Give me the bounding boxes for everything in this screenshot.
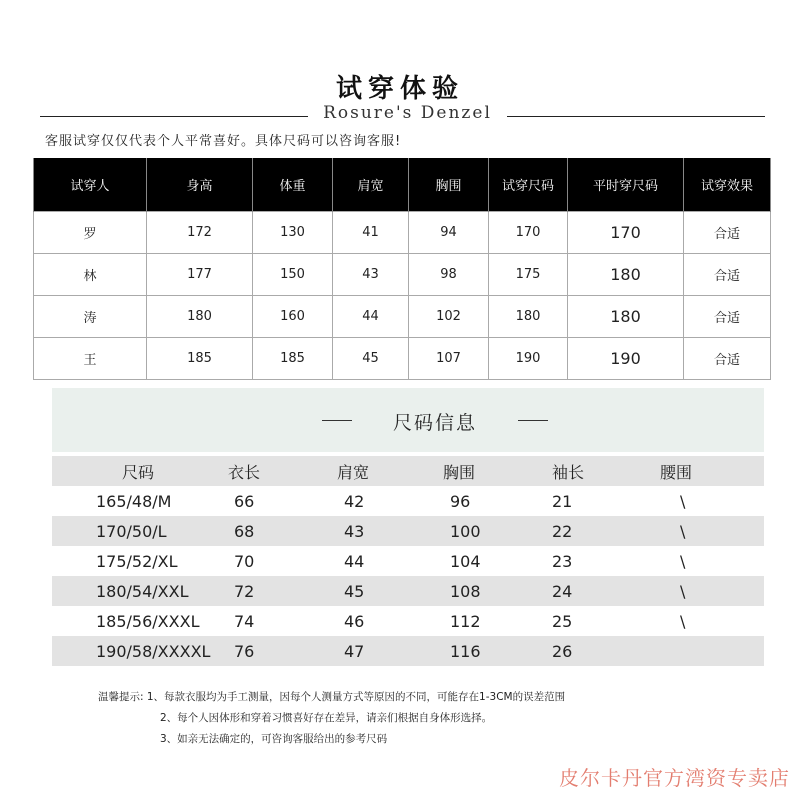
cell-chest: 104 (450, 552, 481, 571)
cell-waist: \ (680, 552, 686, 571)
trial-table (33, 158, 771, 380)
cell-usual-size: 180 (568, 254, 684, 296)
cell-shoulder: 44 (333, 296, 409, 338)
table-row (52, 546, 764, 576)
cell-sleeve: 25 (552, 612, 573, 631)
cell-length: 70 (234, 552, 255, 571)
cell-height: 172 (147, 212, 253, 254)
cell-usual-size: 180 (568, 296, 684, 338)
cell-tester: 王 (34, 338, 147, 380)
dash-left (322, 420, 352, 421)
tip-line-2: 2、每个人因体形和穿着习惯喜好存在差异，请亲们根据自身体形选择。 (160, 712, 493, 724)
cell-shoulder: 44 (344, 552, 365, 571)
cell-shoulder: 45 (333, 338, 409, 380)
cell-length: 68 (234, 522, 255, 541)
header-usual-size: 平时穿尺码 (568, 158, 684, 212)
cell-chest: 107 (409, 338, 489, 380)
header-shoulder: 肩宽 (337, 463, 370, 482)
cell-size: 165/48/M (96, 492, 172, 511)
cell-usual-size: 170 (568, 212, 684, 254)
cell-sleeve: 23 (552, 552, 573, 571)
cell-waist: \ (680, 582, 686, 601)
cell-size: 190/58/XXXXL (96, 642, 211, 661)
subtitle: Rosure's Denzel (323, 103, 492, 123)
cell-tester: 罗 (34, 212, 147, 254)
table-row (52, 606, 764, 636)
page-title: 试穿体验 (335, 74, 464, 104)
cell-shoulder: 42 (344, 492, 365, 511)
cell-size: 170/50/L (96, 522, 167, 541)
size-info-banner (52, 388, 764, 452)
cell-sleeve: 24 (552, 582, 573, 601)
table-row (34, 338, 771, 380)
cell-fit-result: 合适 (684, 254, 771, 296)
cell-length: 66 (234, 492, 255, 511)
table-row (52, 486, 764, 516)
header-chest: 胸围 (443, 463, 476, 482)
divider-right (507, 116, 765, 117)
table-row (52, 576, 764, 606)
header-length: 衣长 (228, 463, 261, 482)
cell-sleeve: 21 (552, 492, 573, 511)
cell-sleeve: 26 (552, 642, 573, 661)
cell-sleeve: 22 (552, 522, 573, 541)
cell-fit-result: 合适 (684, 212, 771, 254)
table-row (52, 636, 764, 666)
cell-chest: 116 (450, 642, 481, 661)
cell-trial-size: 175 (489, 254, 568, 296)
store-watermark: 皮尔卡丹官方湾资专卖店 (559, 766, 790, 790)
table-row (52, 516, 764, 546)
cell-waist: \ (680, 492, 686, 511)
size-table (52, 456, 764, 666)
cell-tester: 林 (34, 254, 147, 296)
header-trial-size: 试穿尺码 (489, 158, 568, 212)
cell-chest: 108 (450, 582, 481, 601)
cell-shoulder: 47 (344, 642, 365, 661)
header-weight: 体重 (253, 158, 333, 212)
cell-shoulder: 43 (344, 522, 365, 541)
header-waist: 腰围 (660, 463, 693, 482)
header-sleeve: 袖长 (552, 463, 585, 482)
cell-trial-size: 190 (489, 338, 568, 380)
cell-weight: 150 (253, 254, 333, 296)
header-height: 身高 (147, 158, 253, 212)
cell-chest: 100 (450, 522, 481, 541)
cell-weight: 130 (253, 212, 333, 254)
cell-length: 76 (234, 642, 255, 661)
size-header-row (52, 456, 764, 486)
tip-line-1: 温馨提示: 1、每款衣服均为手工测量，因每个人测量方式等原因的不同，可能存在1-3CM的误差范围 (98, 691, 566, 703)
table-row (34, 212, 771, 254)
header-chest: 胸围 (409, 158, 489, 212)
cell-weight: 185 (253, 338, 333, 380)
cell-usual-size: 190 (568, 338, 684, 380)
cell-length: 74 (234, 612, 255, 631)
cell-waist: \ (680, 612, 686, 631)
cell-height: 180 (147, 296, 253, 338)
divider-left (40, 116, 308, 117)
disclaimer-note: 客服试穿仅仅代表个人平常喜好。具体尺码可以咨询客服! (45, 134, 402, 149)
cell-trial-size: 170 (489, 212, 568, 254)
cell-height: 185 (147, 338, 253, 380)
header-shoulder: 肩宽 (333, 158, 409, 212)
trial-header-row (34, 158, 771, 212)
header-tester: 试穿人 (34, 158, 147, 212)
cell-height: 177 (147, 254, 253, 296)
table-row (34, 254, 771, 296)
cell-chest: 96 (450, 492, 471, 511)
cell-shoulder: 43 (333, 254, 409, 296)
cell-weight: 160 (253, 296, 333, 338)
cell-size: 185/56/XXXL (96, 612, 200, 631)
cell-size: 175/52/XL (96, 552, 178, 571)
header-size: 尺码 (122, 463, 155, 482)
subtitle-row (40, 103, 765, 127)
cell-shoulder: 41 (333, 212, 409, 254)
cell-chest: 94 (409, 212, 489, 254)
cell-waist: \ (680, 522, 686, 541)
tip-line-3: 3、如亲无法确定的，可咨询客服给出的参考尺码 (160, 733, 388, 745)
cell-length: 72 (234, 582, 255, 601)
size-info-title: 尺码信息 (392, 412, 477, 434)
cell-tester: 涛 (34, 296, 147, 338)
cell-shoulder: 46 (344, 612, 365, 631)
table-row (34, 296, 771, 338)
cell-size: 180/54/XXL (96, 582, 189, 601)
cell-chest: 98 (409, 254, 489, 296)
cell-shoulder: 45 (344, 582, 365, 601)
header-fit-result: 试穿效果 (684, 158, 771, 212)
cell-fit-result: 合适 (684, 338, 771, 380)
cell-trial-size: 180 (489, 296, 568, 338)
cell-chest: 102 (409, 296, 489, 338)
dash-right (518, 420, 548, 421)
cell-chest: 112 (450, 612, 481, 631)
cell-fit-result: 合适 (684, 296, 771, 338)
